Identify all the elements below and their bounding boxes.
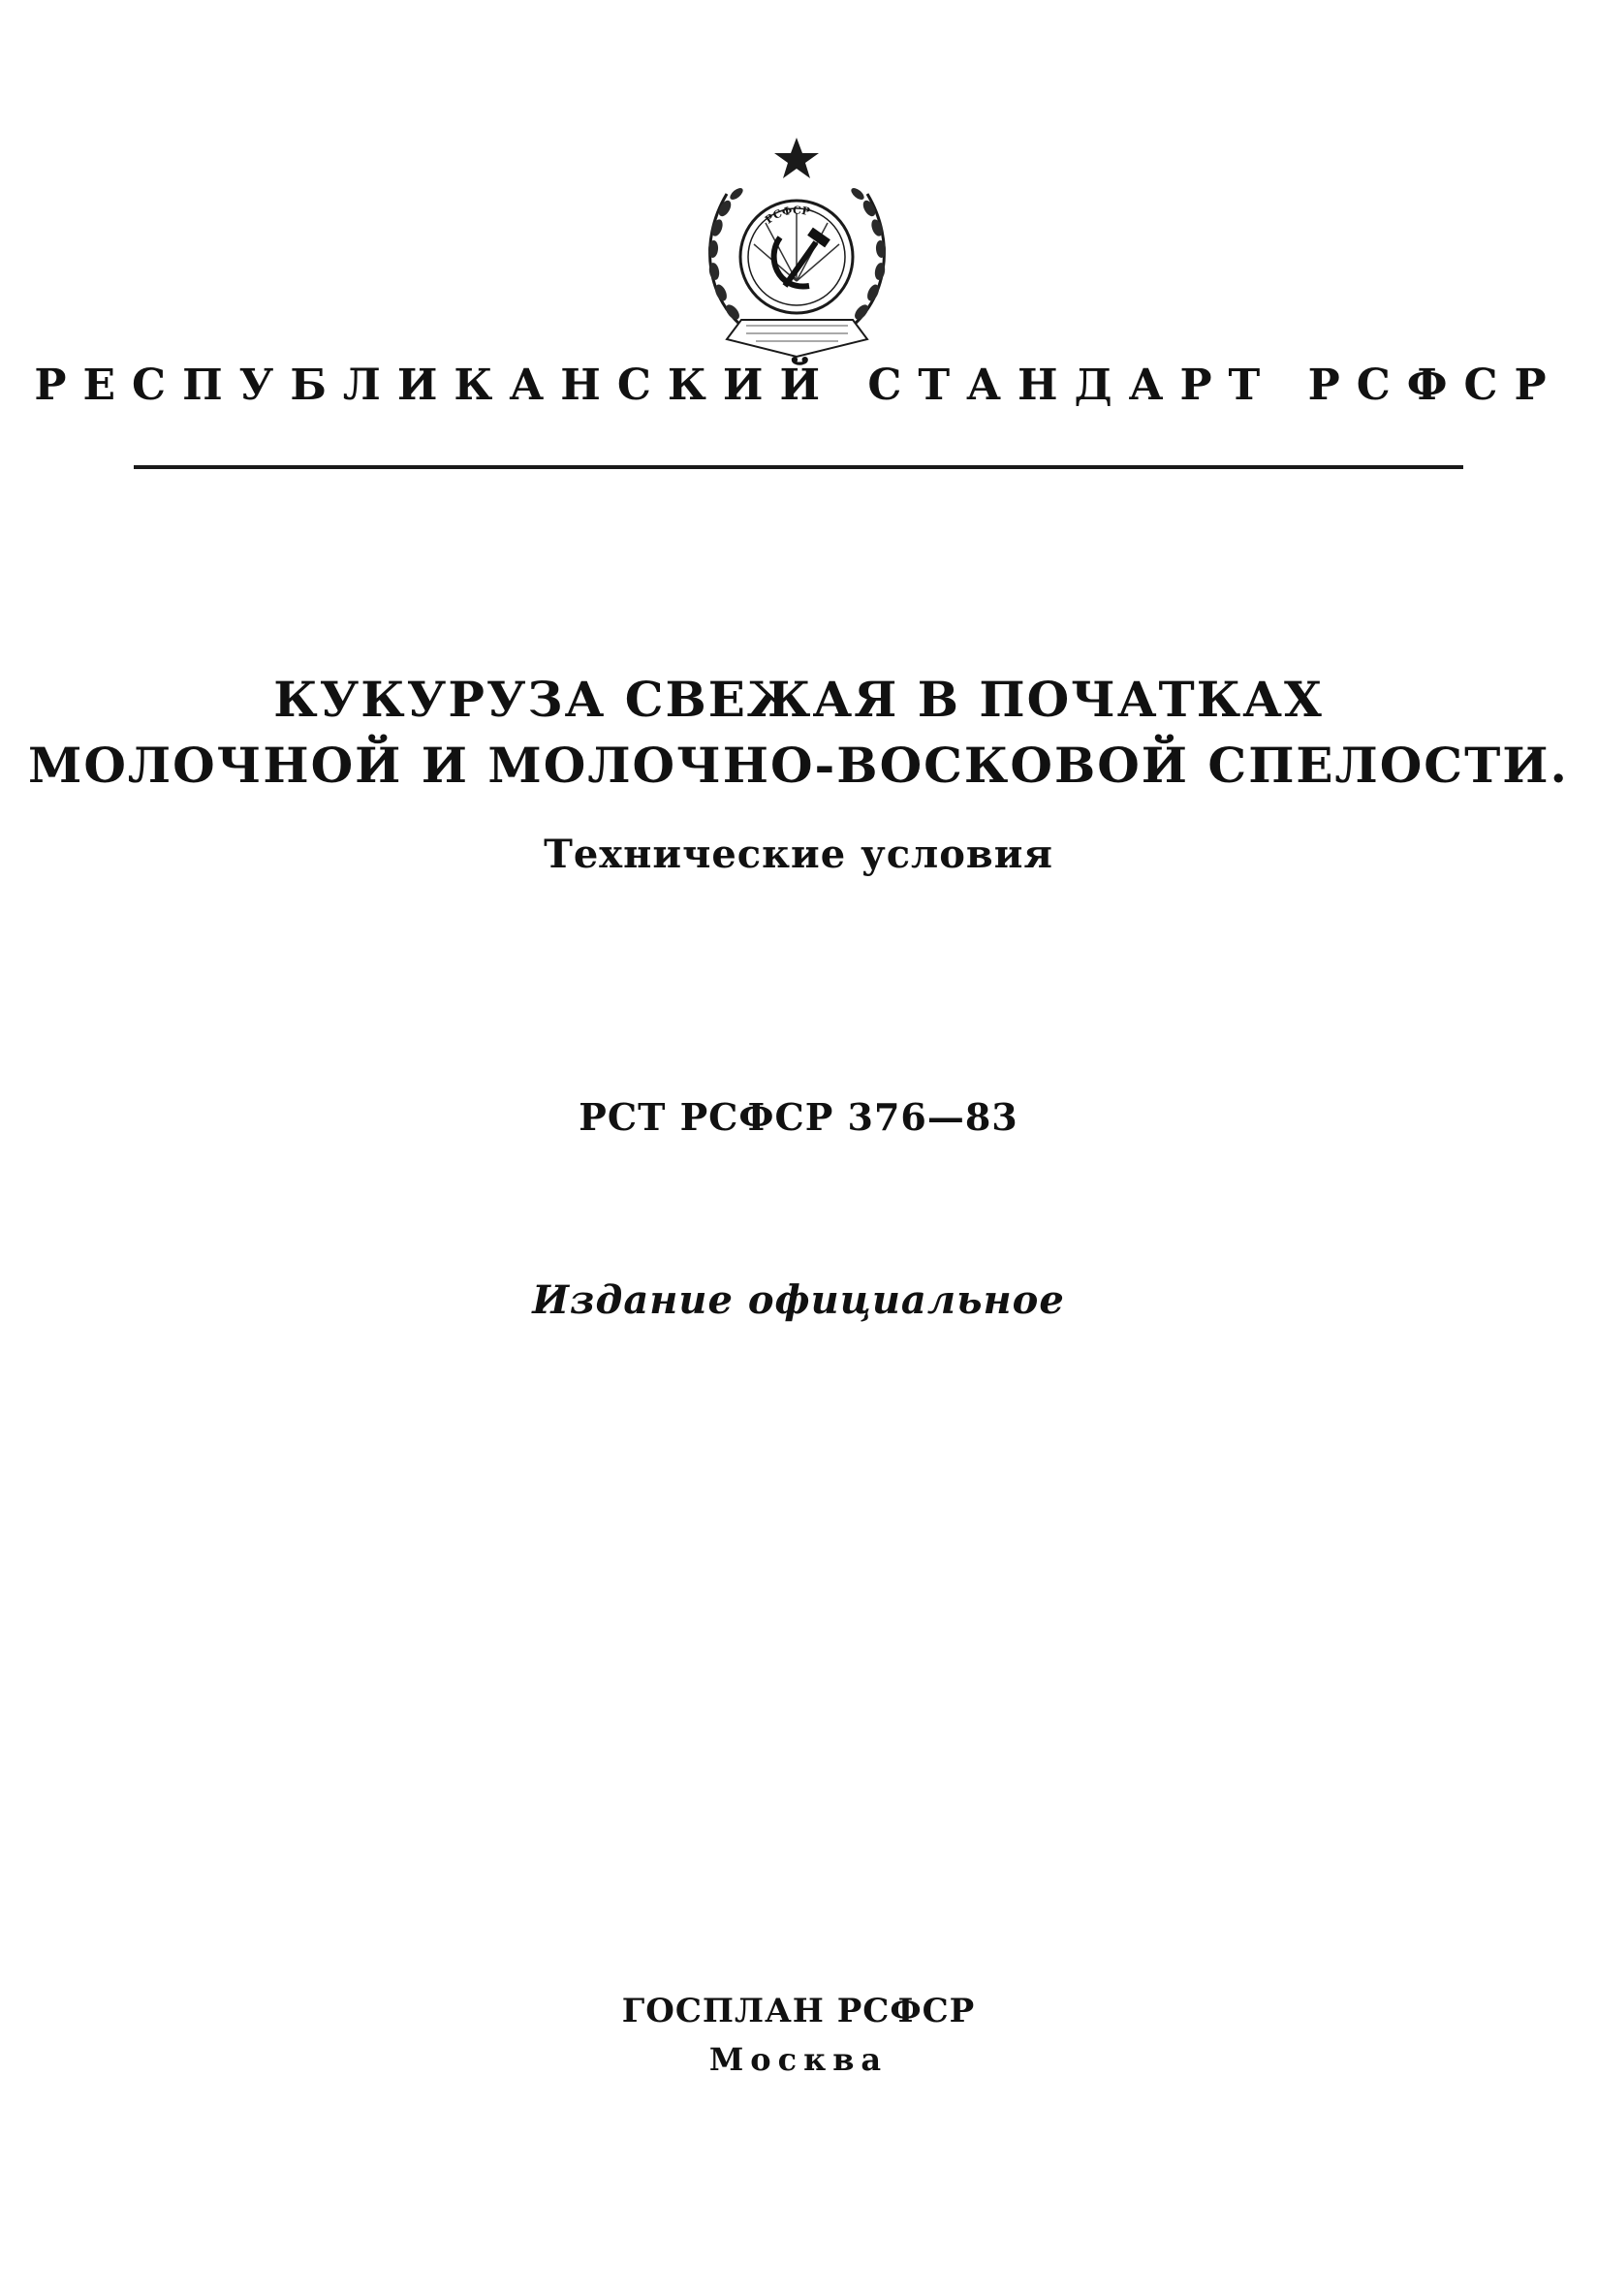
standard-header: РЕСПУБЛИКАНСКИЙ СТАНДАРТ РСФСР — [34, 361, 1563, 410]
document-subtitle: Технические условия — [544, 832, 1053, 877]
title-line: МОЛОЧНОЙ И МОЛОЧНО-ВОСКОВОЙ СПЕЛОСТИ. — [28, 737, 1569, 794]
title-line: КУКУРУЗА СВЕЖАЯ В ПОЧАТКАХ — [273, 671, 1324, 728]
publisher-city: Москва — [708, 2041, 889, 2078]
document-title — [0, 667, 1597, 799]
standard-code: РСТ РСФСР 376—83 — [579, 1095, 1018, 1139]
header-divider — [134, 465, 1463, 469]
rsfsr-coat-of-arms-icon — [688, 136, 906, 363]
edition-label: Издание официальное — [532, 1277, 1065, 1323]
svg-text:РСФСР: РСФСР — [763, 204, 811, 227]
publisher-name: ГОСПЛАН РСФСР — [621, 1992, 976, 2030]
